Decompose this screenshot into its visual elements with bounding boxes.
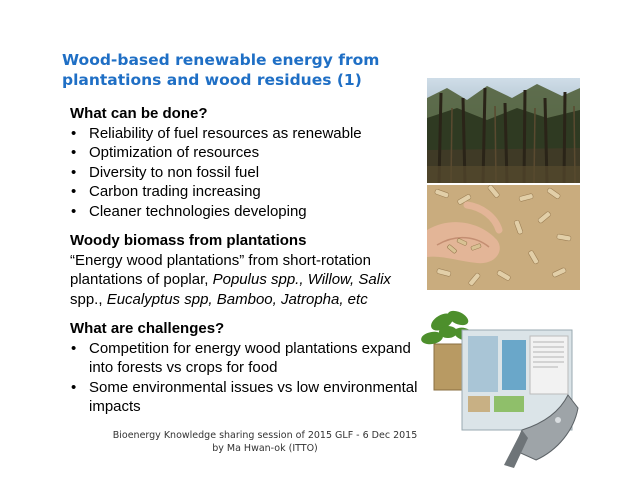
bullet-item: • Some environmental issues vs low environmental impacts xyxy=(70,378,420,417)
wood-pellets-photo xyxy=(427,185,580,290)
bullet-item: • Optimization of resources xyxy=(70,143,420,163)
bullet-item: • Cleaner technologies developing xyxy=(70,202,420,222)
section-heading: What can be done? xyxy=(70,105,208,122)
species-name: Bamboo, Jatropha, etc xyxy=(216,290,368,308)
species-name: Willow, Salix xyxy=(307,271,391,288)
slide-title: Wood-based renewable energy from plantations and wood residues (1) xyxy=(62,51,380,89)
section-paragraph xyxy=(70,251,420,310)
section-woody-biomass xyxy=(70,231,420,309)
species-name: Eucalyptus spp, xyxy=(106,290,213,308)
bullet-item: • Competition for energy wood plantations expand into forests vs crops for food xyxy=(70,339,420,378)
slide-footer xyxy=(90,429,440,455)
section-what-can-be-done xyxy=(70,104,420,221)
bullet-item: • Diversity to non fossil fuel xyxy=(70,163,420,183)
paragraph-text: “Energy wood plantations” from short-rotation plantations of poplar, xyxy=(70,251,371,288)
bullet-list xyxy=(70,124,420,222)
section-heading: What are challenges? xyxy=(70,320,225,337)
section-challenges xyxy=(70,319,420,417)
bullet-list xyxy=(70,339,420,417)
footer-line: by Ma Hwan-ok (ITTO) xyxy=(212,443,318,454)
bullet-item: • Carbon trading increasing xyxy=(70,182,420,202)
section-heading: Woody biomass from plantations xyxy=(70,232,307,249)
forest-photo xyxy=(427,78,580,183)
biofuel-nozzle-illustration xyxy=(418,300,580,470)
species-name: Populus spp., xyxy=(212,271,304,288)
bullet-item: • Reliability of fuel resources as renewable xyxy=(70,124,420,144)
paragraph-text: spp., xyxy=(70,290,107,308)
footer-line: Bioenergy Knowledge sharing session of 2015 GLF - 6 Dec 2015 xyxy=(112,430,418,441)
slide-content xyxy=(70,104,420,427)
